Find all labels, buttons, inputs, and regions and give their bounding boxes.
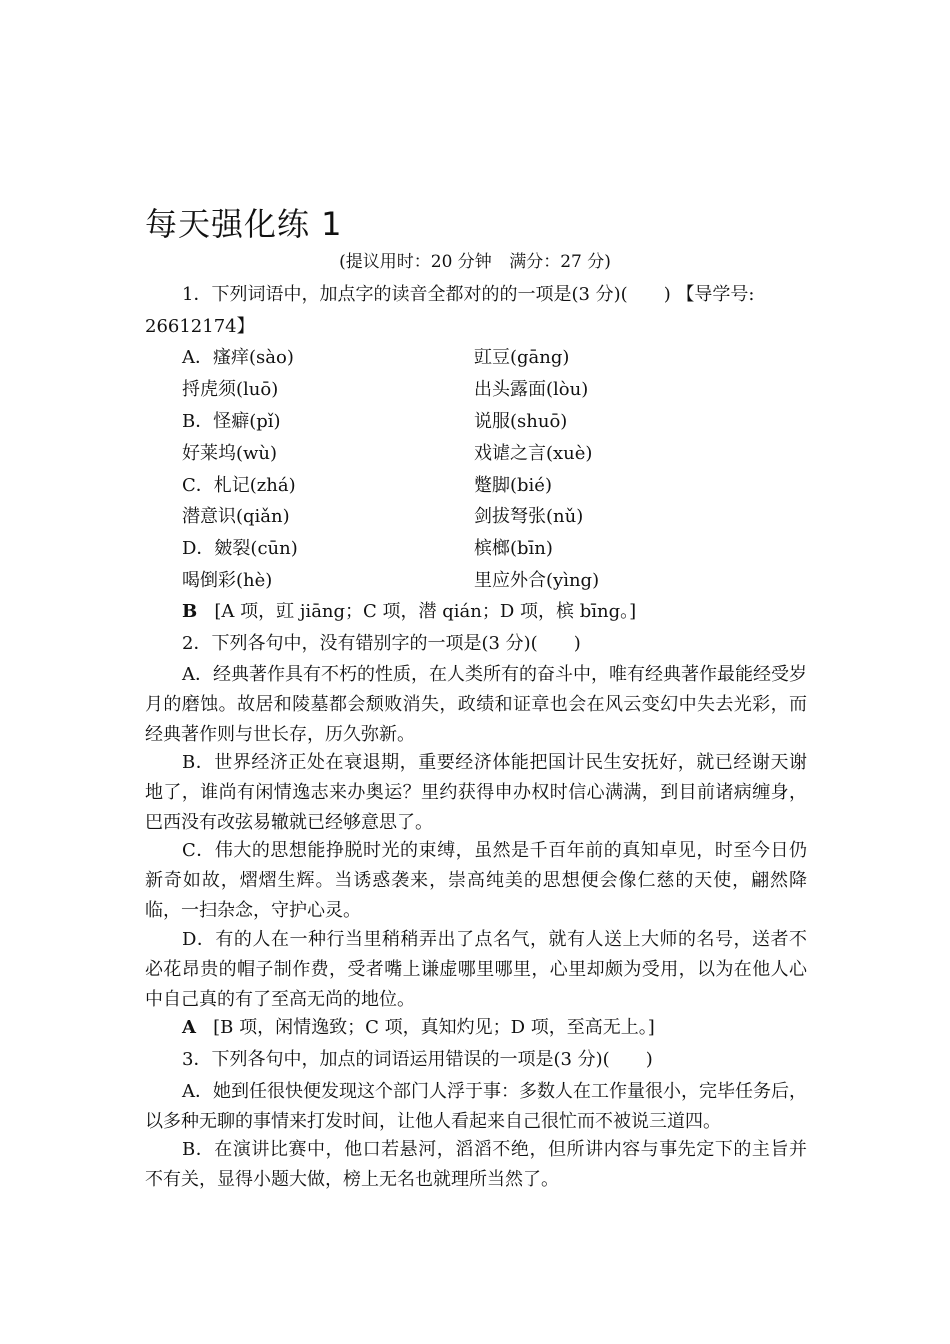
q3-stem: 3．下列各句中，加点的词语运用错误的一项是(3 分)( ): [182, 1049, 653, 1070]
q2-option-d: D．有的人在一种行当里稍稍弄出了点名气，就有人送上大师的名号，送者不必花昂贵的帽子制作费，受者嘴上谦虚哪里哪里，心里却颇为受用，以为在他人心中自己真的有了至高无尚的地位。: [145, 929, 807, 1010]
full-score: 满分：27 分): [509, 252, 611, 272]
q1-row-8-right: 里应外合(yìng): [474, 570, 600, 591]
subtitle: [0, 249, 950, 275]
q1-row-6-left: 潜意识(qiǎn): [182, 506, 290, 527]
q1-row-4-left: 好莱坞(wù): [182, 443, 278, 464]
q2-option-a: A．经典著作具有不朽的性质，在人类所有的奋斗中，唯有经典著作最能经受岁月的磨蚀。故居和陵墓都会颓败消失，政绩和证章也会在风云变幻中失去光彩，而经典著作则与世长存，历久弥新。: [145, 664, 807, 745]
q1-row-2-left: 捋虎须(luō): [182, 379, 279, 400]
q2-stem: 2．下列各句中，没有错别字的一项是(3 分)( ): [182, 633, 581, 654]
q2-answer-line: [182, 1013, 807, 1043]
q1-explanation: [A 项，豇 jiāng；C 项，潜 qián；D 项，槟 bīng。]: [214, 601, 637, 622]
q2-answer: A: [182, 1017, 196, 1038]
q1-row-5-left: C．札记(zhá): [182, 475, 296, 496]
q1-row-7-left: D．皴裂(cūn): [182, 538, 298, 559]
q1-row-3-left: B．怪癖(pǐ): [182, 411, 281, 432]
q1-row-3-right: 说服(shuō): [474, 411, 568, 432]
q1-row-4-right: 戏谑之言(xuè): [474, 443, 593, 464]
q1-row-1-left: A．瘙痒(sào): [182, 347, 294, 368]
q1-row-5-right: 蹩脚(bié): [474, 475, 552, 496]
q2-explanation: [B 项，闲情逸致；C 项，真知灼见；D 项，至高无上。]: [213, 1017, 655, 1038]
q2-option-b: B．世界经济正处在衰退期，重要经济体能把国计民生安抚好，就已经谢天谢地了，谁尚有闲情逸志来办奥运？里约获得申办权时信心满满，到目前诸病缠身，巴西没有改弦易辙就已经够意思了。: [145, 752, 807, 833]
q1-row-2-right: 出头露面(lòu): [474, 379, 589, 400]
q1-row-6-right: 剑拔弩张(nǔ): [474, 506, 584, 527]
q1-row-7-right: 槟榔(bīn): [474, 538, 553, 559]
page-title: 每天强化练 1: [145, 205, 343, 243]
q1-answer: B: [182, 601, 198, 622]
q1-row-8-left: 喝倒彩(hè): [182, 570, 273, 591]
q1-answer-line: [182, 597, 807, 627]
time-limit: (提议用时：20 分钟: [339, 252, 492, 272]
q3-option-b: B．在演讲比赛中，他口若悬河，滔滔不绝，但所讲内容与事先定下的主旨并不有关，显得小题大做，榜上无名也就理所当然了。: [145, 1139, 807, 1190]
q1-stem: 1．下列词语中，加点字的读音全都对的的一项是(3 分)( ) 【导学号:: [182, 284, 755, 305]
q2-option-c: C．伟大的思想能挣脱时光的束缚，虽然是千百年前的真知卓见，时至今日仍新奇如故，熠熠生辉。当诱惑袭来，崇高纯美的思想便会像仁慈的天使，翩然降临，一扫杂念，守护心灵。: [145, 840, 807, 921]
q1-row-1-right: 豇豆(gāng): [474, 347, 570, 368]
q3-option-a: A．她到任很快便发现这个部门人浮于事：多数人在工作量很小，完毕任务后，以多种无聊的事情来打发时间，让他人看起来自己很忙而不被说三道四。: [145, 1081, 807, 1132]
q1-stem-cont: 26612174】: [145, 316, 255, 337]
